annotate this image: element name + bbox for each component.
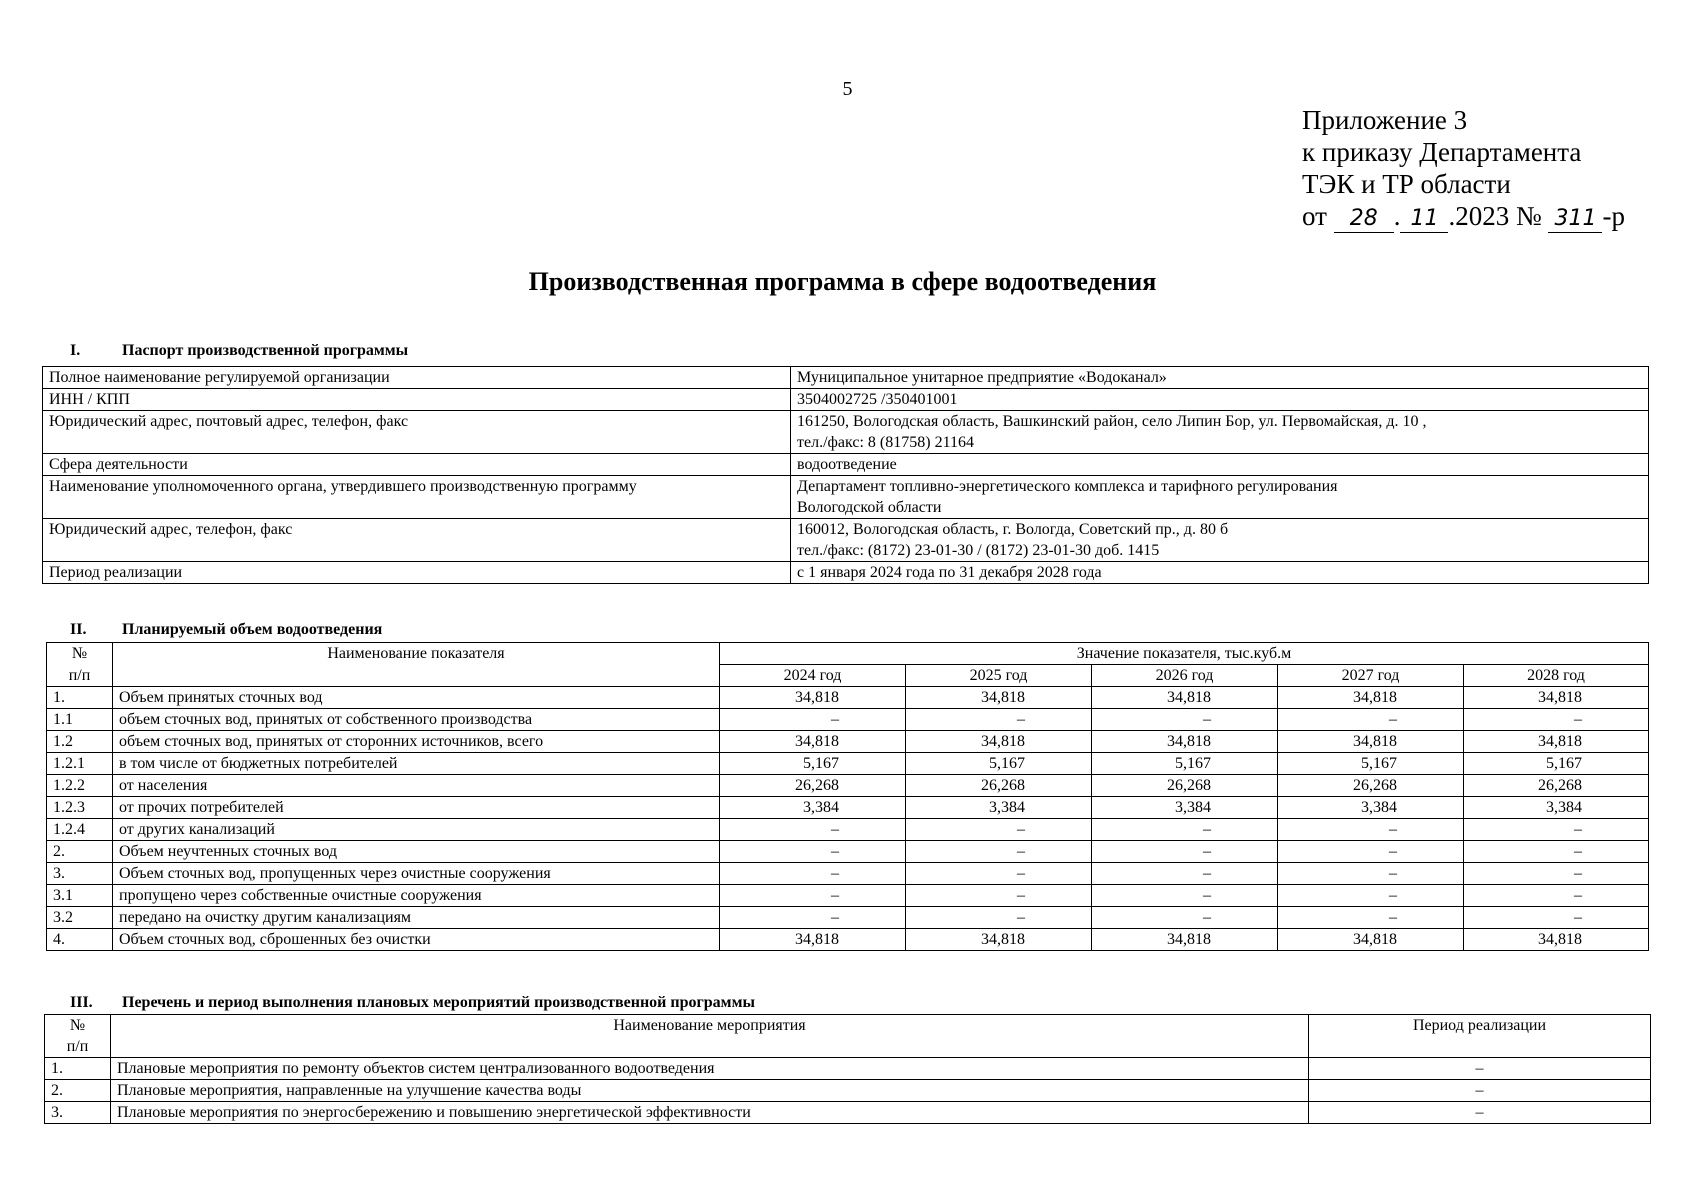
year-header: 2025 год bbox=[906, 665, 1092, 687]
passport-value-line: водоотведение bbox=[797, 456, 897, 473]
passport-value-line: 160012, Вологодская область, г. Вологда, Советский пр., д. 80 б bbox=[797, 521, 1229, 538]
handwritten-month: 11 bbox=[1400, 206, 1448, 233]
indicator-value: – bbox=[720, 885, 906, 907]
indicator-name: объем сточных вод, принятых от сторонних источников, всего bbox=[113, 731, 720, 753]
measures-table bbox=[44, 1014, 1651, 1124]
indicator-value: – bbox=[1278, 819, 1464, 841]
section-3-number: III. bbox=[70, 994, 93, 1011]
header-num: № bbox=[45, 1015, 111, 1037]
order-suffix: -р bbox=[1602, 201, 1625, 231]
indicator-value: – bbox=[1464, 709, 1649, 731]
indicator-name: пропущено через собственные очистные сооружения bbox=[113, 885, 720, 907]
row-number: 3. bbox=[45, 1102, 111, 1124]
volume-row bbox=[47, 687, 1649, 709]
indicator-value: 3,384 bbox=[1278, 797, 1464, 819]
passport-label: Полное наименование регулируемой организации bbox=[43, 367, 791, 389]
passport-value-line: 3504002725 /350401001 bbox=[797, 391, 958, 408]
measure-row bbox=[45, 1058, 1651, 1080]
indicator-value: – bbox=[906, 819, 1092, 841]
passport-row bbox=[43, 562, 1649, 584]
indicator-value: 5,167 bbox=[906, 753, 1092, 775]
passport-value-line: Департамент топливно-энергетического комплекса и тарифного регулирования bbox=[797, 478, 1338, 495]
row-number: 1.2.4 bbox=[47, 819, 113, 841]
measure-name: Плановые мероприятия, направленные на улучшение качества воды bbox=[111, 1080, 1309, 1102]
indicator-name: Объем принятых сточных вод bbox=[113, 687, 720, 709]
row-number: 2. bbox=[45, 1080, 111, 1102]
header-num-2: п/п bbox=[45, 1036, 111, 1058]
indicator-value: – bbox=[1278, 885, 1464, 907]
indicator-value: 34,818 bbox=[906, 687, 1092, 709]
indicator-value: 3,384 bbox=[1464, 797, 1649, 819]
measure-name: Плановые мероприятия по ремонту объектов систем централизованного водоотведения bbox=[111, 1058, 1309, 1080]
passport-value-line: Муниципальное унитарное предприятие «Водоканал» bbox=[797, 369, 1167, 386]
year-header: 2026 год bbox=[1092, 665, 1278, 687]
section-3-title: Перечень и период выполнения плановых мероприятий производственной программы bbox=[122, 994, 755, 1011]
volume-row bbox=[47, 885, 1649, 907]
indicator-value: 34,818 bbox=[906, 929, 1092, 951]
passport-value bbox=[791, 454, 1649, 476]
passport-row bbox=[43, 389, 1649, 411]
passport-label: Юридический адрес, почтовый адрес, телефон, факс bbox=[43, 411, 791, 454]
date-prefix: от bbox=[1302, 201, 1327, 231]
indicator-value: 34,818 bbox=[1092, 929, 1278, 951]
section-2-number: II. bbox=[70, 621, 87, 638]
volume-table bbox=[46, 642, 1649, 951]
volume-row bbox=[47, 929, 1649, 951]
passport-row bbox=[43, 476, 1649, 519]
volume-row bbox=[47, 907, 1649, 929]
indicator-value: – bbox=[906, 885, 1092, 907]
indicator-value: – bbox=[1464, 819, 1649, 841]
indicator-value: – bbox=[1464, 885, 1649, 907]
indicator-name: от прочих потребителей bbox=[113, 797, 720, 819]
section-1-title: Паспорт производственной программы bbox=[122, 342, 409, 359]
indicator-value: 34,818 bbox=[720, 731, 906, 753]
indicator-value: 5,167 bbox=[720, 753, 906, 775]
section-2-title: Планируемый объем водоотведения bbox=[122, 621, 383, 638]
appendix-block bbox=[1302, 104, 1625, 233]
section-1-heading bbox=[70, 342, 408, 360]
passport-value bbox=[791, 367, 1649, 389]
indicator-value: – bbox=[1092, 841, 1278, 863]
section-2-heading bbox=[70, 621, 382, 639]
handwritten-order-number: 311 bbox=[1548, 206, 1602, 233]
row-number: 3.1 bbox=[47, 885, 113, 907]
measure-name: Плановые мероприятия по энергосбережению и повышению энергетической эффективности bbox=[111, 1102, 1309, 1124]
indicator-value: – bbox=[720, 841, 906, 863]
indicator-value: 34,818 bbox=[1278, 929, 1464, 951]
indicator-value: – bbox=[1464, 863, 1649, 885]
indicator-value: 34,818 bbox=[1278, 687, 1464, 709]
passport-label: Сфера деятельности bbox=[43, 454, 791, 476]
indicator-value: – bbox=[720, 819, 906, 841]
measure-row bbox=[45, 1102, 1651, 1124]
indicator-value: 5,167 bbox=[1464, 753, 1649, 775]
indicator-value: 34,818 bbox=[1278, 731, 1464, 753]
indicator-value: – bbox=[1092, 863, 1278, 885]
page-number: 5 bbox=[842, 78, 853, 100]
measure-period: – bbox=[1309, 1080, 1651, 1102]
passport-value-line: с 1 января 2024 года по 31 декабря 2028 года bbox=[797, 564, 1102, 581]
passport-value bbox=[791, 389, 1649, 411]
handwritten-day: 28 bbox=[1334, 206, 1394, 233]
indicator-value: – bbox=[720, 863, 906, 885]
document-title: Производственная программа в сфере водоотведения bbox=[528, 267, 1157, 296]
indicator-value: – bbox=[1278, 863, 1464, 885]
volume-header-row bbox=[47, 643, 1649, 665]
year-header: 2027 год bbox=[1278, 665, 1464, 687]
volume-row bbox=[47, 775, 1649, 797]
volume-row bbox=[47, 753, 1649, 775]
indicator-value: 34,818 bbox=[1464, 687, 1649, 709]
indicator-value: 26,268 bbox=[720, 775, 906, 797]
volume-row bbox=[47, 731, 1649, 753]
passport-row bbox=[43, 519, 1649, 562]
appendix-date-line bbox=[1302, 200, 1625, 233]
indicator-value: 26,268 bbox=[1464, 775, 1649, 797]
row-number: 1. bbox=[45, 1058, 111, 1080]
row-number: 4. bbox=[47, 929, 113, 951]
row-number: 3.2 bbox=[47, 907, 113, 929]
indicator-value: 5,167 bbox=[1278, 753, 1464, 775]
indicator-value: 3,384 bbox=[720, 797, 906, 819]
indicator-value: – bbox=[906, 863, 1092, 885]
year-header: 2024 год bbox=[720, 665, 906, 687]
date-dot: . bbox=[1393, 201, 1401, 231]
indicator-value: – bbox=[1092, 709, 1278, 731]
indicator-name: от населения bbox=[113, 775, 720, 797]
passport-value-line: 161250, Вологодская область, Вашкинский район, село Липин Бор, ул. Первомайская, д. 10 , bbox=[797, 413, 1427, 430]
indicator-value: 34,818 bbox=[720, 687, 906, 709]
header-indicator-name: Наименование показателя bbox=[113, 643, 720, 687]
indicator-value: – bbox=[1278, 841, 1464, 863]
passport-value-line: тел./факс: (8172) 23-01-30 / (8172) 23-01-30 доб. 1415 bbox=[797, 542, 1160, 559]
indicator-value: – bbox=[1278, 907, 1464, 929]
indicator-value: 34,818 bbox=[906, 731, 1092, 753]
row-number: 3. bbox=[47, 863, 113, 885]
indicator-value: – bbox=[1092, 907, 1278, 929]
row-number: 1.1 bbox=[47, 709, 113, 731]
header-indicator-value: Значение показателя, тыс.куб.м bbox=[720, 643, 1649, 665]
indicator-value: 3,384 bbox=[906, 797, 1092, 819]
row-number: 1.2.1 bbox=[47, 753, 113, 775]
row-number: 1.2 bbox=[47, 731, 113, 753]
header-measure-name: Наименование мероприятия bbox=[111, 1015, 1309, 1058]
indicator-name: Объем неучтенных сточных вод bbox=[113, 841, 720, 863]
indicator-value: 3,384 bbox=[1092, 797, 1278, 819]
passport-label: Период реализации bbox=[43, 562, 791, 584]
indicator-value: 34,818 bbox=[1464, 929, 1649, 951]
passport-row bbox=[43, 367, 1649, 389]
passport-label: Наименование уполномоченного органа, утвердившего производственную программу bbox=[43, 476, 791, 519]
indicator-name: Объем сточных вод, сброшенных без очистки bbox=[113, 929, 720, 951]
year-header: 2028 год bbox=[1464, 665, 1649, 687]
indicator-value: 26,268 bbox=[906, 775, 1092, 797]
indicator-name: в том числе от бюджетных потребителей bbox=[113, 753, 720, 775]
header-num: № bbox=[47, 643, 113, 665]
appendix-line-1: Приложение 3 bbox=[1302, 105, 1468, 135]
volume-row bbox=[47, 863, 1649, 885]
passport-value-line: тел./факс: 8 (81758) 21164 bbox=[797, 434, 974, 451]
appendix-line-3: ТЭК и ТР области bbox=[1302, 169, 1511, 199]
indicator-value: – bbox=[720, 709, 906, 731]
indicator-value: – bbox=[1278, 709, 1464, 731]
indicator-value: 34,818 bbox=[1092, 731, 1278, 753]
indicator-value: 34,818 bbox=[720, 929, 906, 951]
row-number: 1. bbox=[47, 687, 113, 709]
indicator-name: объем сточных вод, принятых от собственного производства bbox=[113, 709, 720, 731]
passport-row bbox=[43, 454, 1649, 476]
indicator-name: от других канализаций bbox=[113, 819, 720, 841]
indicator-value: 34,818 bbox=[1464, 731, 1649, 753]
indicator-value: – bbox=[906, 841, 1092, 863]
passport-value bbox=[791, 519, 1649, 562]
header-num-2: п/п bbox=[47, 665, 113, 687]
indicator-value: – bbox=[906, 709, 1092, 731]
section-1-number: I. bbox=[70, 342, 81, 359]
year-part: .2023 № bbox=[1448, 201, 1542, 231]
passport-value bbox=[791, 476, 1649, 519]
indicator-name: Объем сточных вод, пропущенных через очистные сооружения bbox=[113, 863, 720, 885]
indicator-value: – bbox=[906, 907, 1092, 929]
passport-label: Юридический адрес, телефон, факс bbox=[43, 519, 791, 562]
passport-value bbox=[791, 562, 1649, 584]
row-number: 2. bbox=[47, 841, 113, 863]
indicator-value: – bbox=[720, 907, 906, 929]
indicator-value: – bbox=[1464, 907, 1649, 929]
indicator-value: – bbox=[1092, 819, 1278, 841]
volume-row bbox=[47, 709, 1649, 731]
passport-value bbox=[791, 411, 1649, 454]
indicator-value: – bbox=[1092, 885, 1278, 907]
passport-value-line: Вологодской области bbox=[797, 499, 942, 516]
indicator-name: передано на очистку другим канализациям bbox=[113, 907, 720, 929]
header-period: Период реализации bbox=[1309, 1015, 1651, 1058]
row-number: 1.2.2 bbox=[47, 775, 113, 797]
appendix-line-2: к приказу Департамента bbox=[1302, 137, 1582, 167]
volume-row bbox=[47, 819, 1649, 841]
indicator-value: 26,268 bbox=[1092, 775, 1278, 797]
volume-row bbox=[47, 797, 1649, 819]
indicator-value: 5,167 bbox=[1092, 753, 1278, 775]
passport-table bbox=[42, 366, 1649, 584]
measures-header-row bbox=[45, 1015, 1651, 1037]
section-3-heading bbox=[70, 994, 755, 1012]
passport-row bbox=[43, 411, 1649, 454]
passport-label: ИНН / КПП bbox=[43, 389, 791, 411]
indicator-value: – bbox=[1464, 841, 1649, 863]
measure-row bbox=[45, 1080, 1651, 1102]
measure-period: – bbox=[1309, 1058, 1651, 1080]
row-number: 1.2.3 bbox=[47, 797, 113, 819]
indicator-value: 26,268 bbox=[1278, 775, 1464, 797]
indicator-value: 34,818 bbox=[1092, 687, 1278, 709]
measure-period: – bbox=[1309, 1102, 1651, 1124]
volume-row bbox=[47, 841, 1649, 863]
